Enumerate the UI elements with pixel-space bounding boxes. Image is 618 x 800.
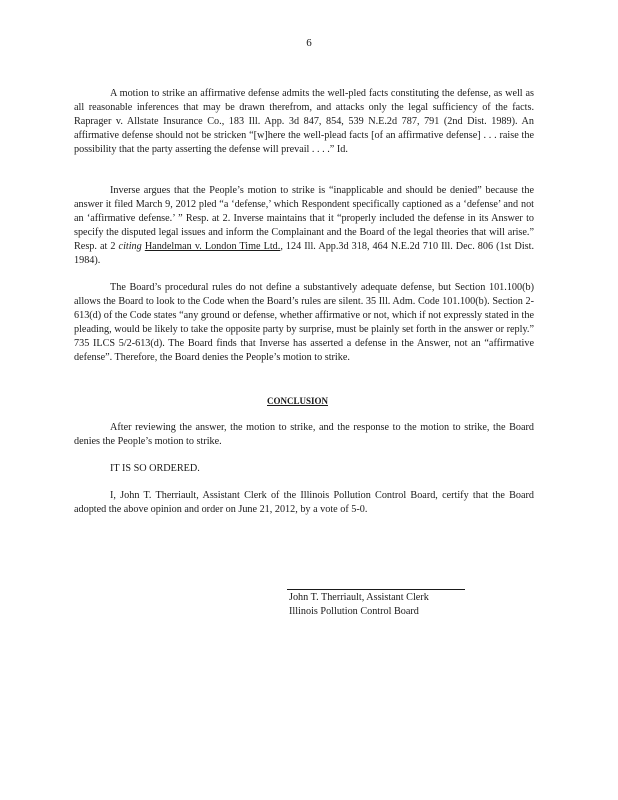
paragraph-text: A motion to strike an affirmative defense admits the well-pled facts constituting the defense, as well as all reasonable inferences that may be drawn therefrom, and attacks only the legal sufficiency of the facts. Raprager v. Allstate Insurance Co., 183 Ill. App. 3d 847, 854, 539 N.E.2d 787, 791 (2nd Dist. 1989). An affirmative defense should not be stricken “[w]here the well-plead facts [of an affirmative defense] . . . raise the possibility that the party asserting the defense will prevail . . . .” Id.: [74, 88, 534, 155]
paragraph-text: I, John T. Therriault, Assistant Clerk of the Illinois Pollution Control Board, certify that the Board adopted the above opinion and order on June 21, 2012, by a vote of 5-0.: [74, 490, 534, 515]
paragraph-procedural-rules: [74, 281, 534, 365]
signature-name: John T. Therriault, Assistant Clerk: [289, 592, 429, 603]
paragraph-text: IT IS SO ORDERED.: [110, 463, 200, 474]
signature-org: Illinois Pollution Control Board: [289, 606, 419, 617]
paragraph-text-tail: , 124 Ill. App.3d 318, 464 N.E.2d 710 Ill. Dec. 806 (1st Dist. 1984).: [74, 241, 535, 266]
signature-line: [287, 589, 465, 590]
case-citation-handelman: Handelman v. London Time Ltd.: [144, 241, 281, 252]
paragraph-so-ordered: [74, 462, 534, 476]
paragraph-certification: [74, 489, 534, 517]
conclusion-heading: CONCLUSION: [267, 396, 329, 406]
citing-signal: citing: [118, 241, 142, 252]
page-number: 6: [306, 37, 312, 49]
paragraph-text: After reviewing the answer, the motion to strike, and the response to the motion to strike, the Board denies the People’s motion to strike.: [74, 422, 534, 447]
paragraph-text: Inverse argues that the People’s motion to strike is “inapplicable and should be denied” because the answer it filed March 9, 2012 pled “a ‘defense,’ which Respondent specifically captioned as a ‘defense’ and not an ‘affirmative defense.’ ” Resp. at 2. Inverse maintains that it “properly included the defense in its Answer to specify the disputed legal issues and inform the Complainant and the Board of the legal theories that will arise.” Resp. at 2: [74, 185, 534, 252]
signature-block: [289, 591, 489, 619]
paragraph-inverse-argues: [74, 184, 534, 268]
paragraph-motion-to-strike: [74, 87, 534, 157]
paragraph-text: The Board’s procedural rules do not define a substantively adequate defense, but Section 101.100(b) allows the Board to look to the Code when the Board’s rules are silent. 35 Ill. Adm. Code 101.100(b). Section 2-613(d) of the Code states “any ground or defense, whether affirmative or not, which if not expressly stated in the pleading, would be likely to take the opposite party by surprise, must be plainly set forth in the answer or reply.” 735 ILCS 5/2-613(d). The Board finds that Inverse has asserted a defense in the Answer, not an “affirmative defense”. Therefore, the Board denies the People’s motion to strike.: [74, 282, 534, 363]
paragraph-conclusion: [74, 421, 534, 449]
